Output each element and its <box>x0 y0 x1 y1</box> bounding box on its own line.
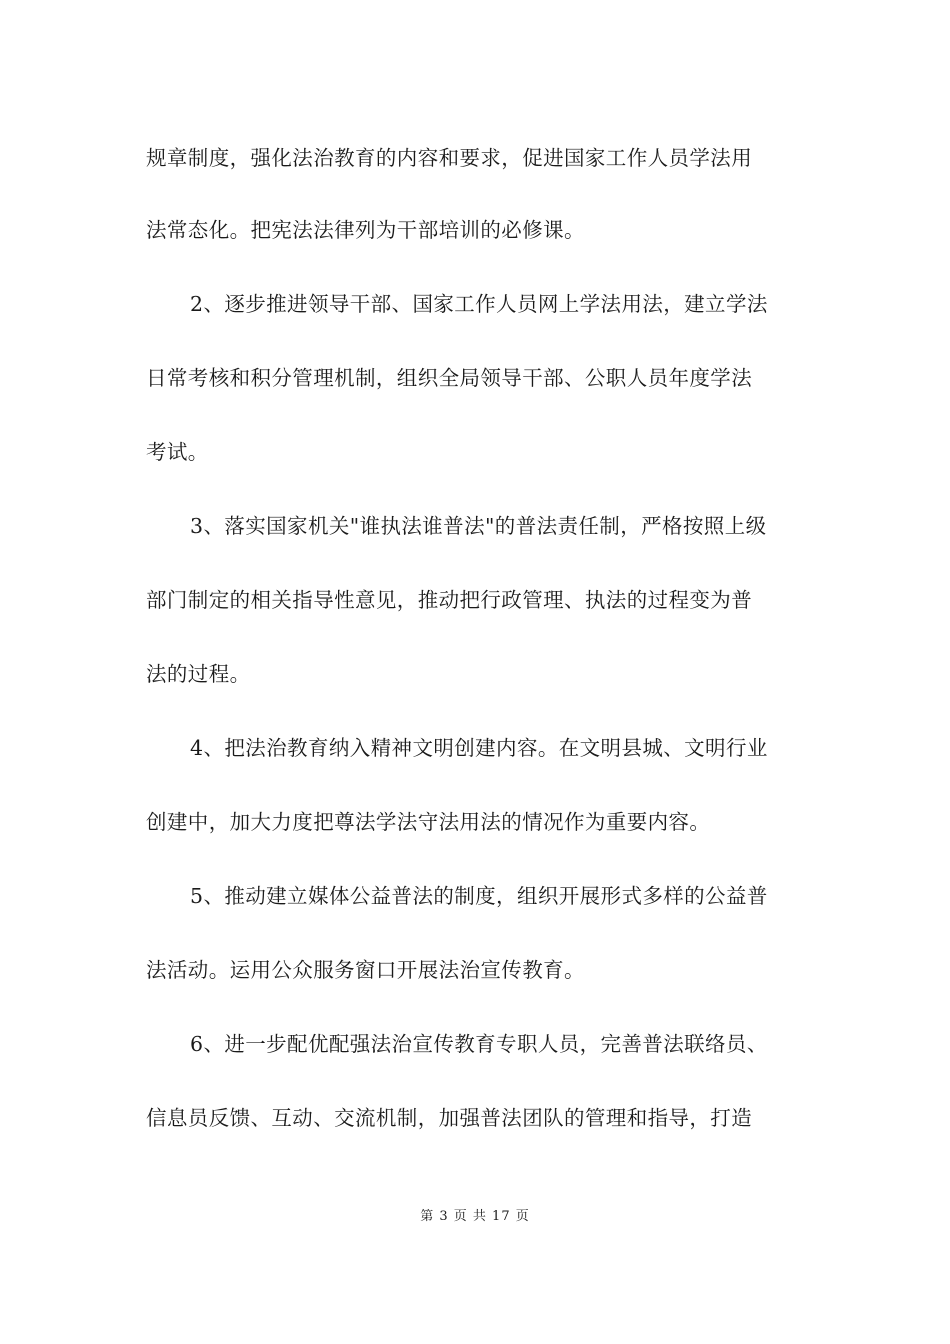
text-line: 考试。 <box>146 440 209 464</box>
text-line: 2、逐步推进领导干部、国家工作人员网上学法用法，建立学法 <box>190 292 768 316</box>
text-line: 6、进一步配优配强法治宣传教育专职人员，完善普法联络员、 <box>190 1032 768 1056</box>
text-line: 5、推动建立媒体公益普法的制度，组织开展形式多样的公益普 <box>190 884 768 908</box>
text-line: 4、把法治教育纳入精神文明创建内容。在文明县城、文明行业 <box>190 736 768 760</box>
text-line: 日常考核和积分管理机制，组织全局领导干部、公职人员年度学法 <box>146 366 753 390</box>
text-line: 法活动。运用公众服务窗口开展法治宣传教育。 <box>146 958 585 982</box>
text-line: 创建中，加大力度把尊法学法守法用法的情况作为重要内容。 <box>146 810 711 834</box>
text-line: 规章制度，强化法治教育的内容和要求，促进国家工作人员学法用 <box>146 146 753 170</box>
text-line: 3、落实国家机关"谁执法谁普法"的普法责任制，严格按照上级 <box>190 514 767 538</box>
page-number: 第 3 页 共 17 页 <box>420 1209 530 1224</box>
text-line: 法常态化。把宪法法律列为干部培训的必修课。 <box>146 218 585 242</box>
text-line: 部门制定的相关指导性意见，推动把行政管理、执法的过程变为普 <box>146 588 753 612</box>
text-line: 法的过程。 <box>146 662 251 686</box>
text-line: 信息员反馈、互动、交流机制，加强普法团队的管理和指导，打造 <box>146 1106 753 1130</box>
